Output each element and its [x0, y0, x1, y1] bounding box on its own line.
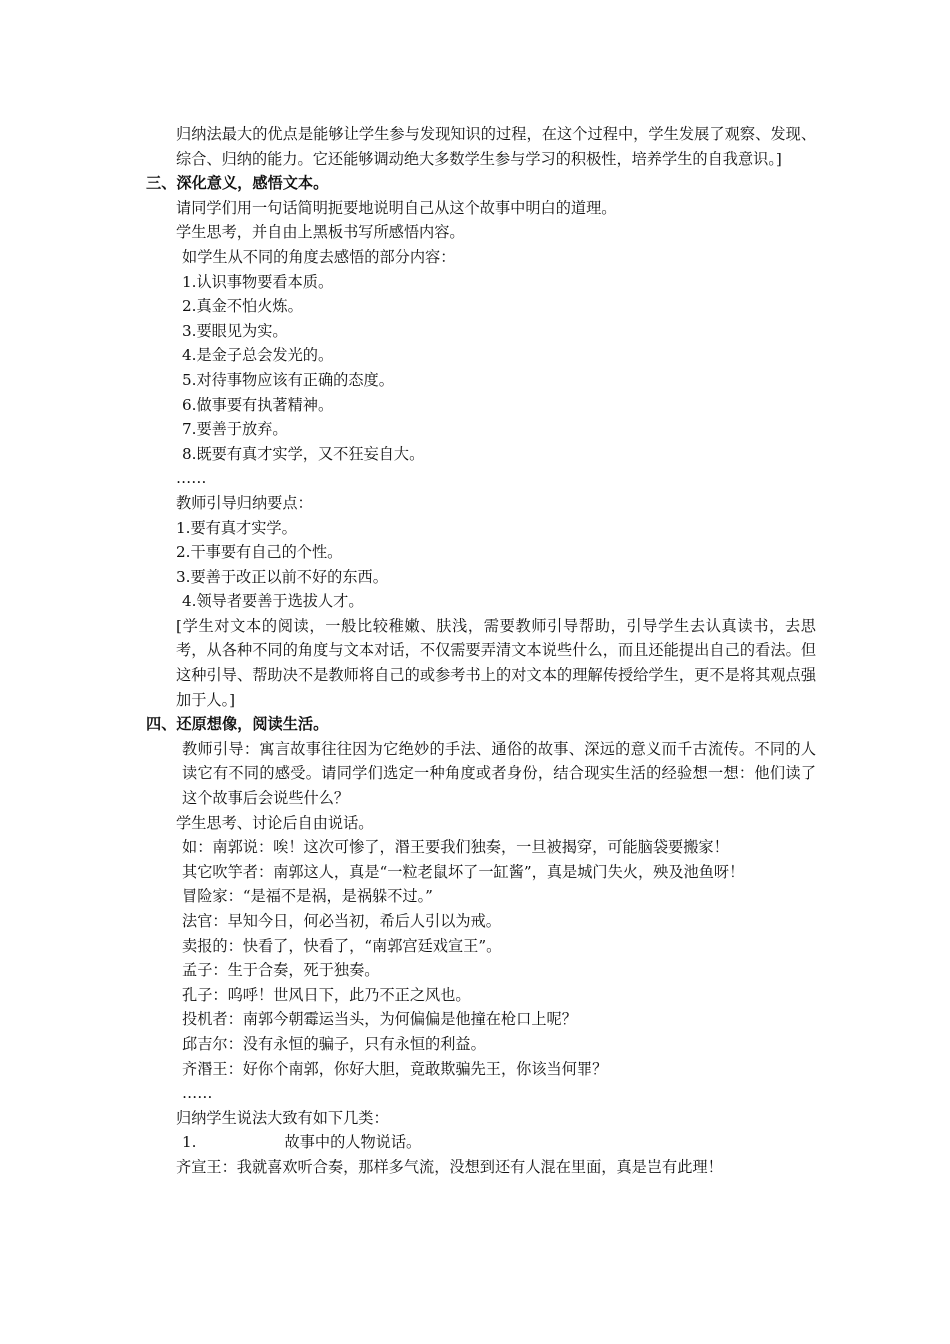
section-3-examples-list	[146, 270, 816, 467]
section-3-examples-intro: 如学生从不同的角度去感悟的部分内容：	[182, 247, 456, 266]
list-item: 4.是金子总会发光的。	[182, 346, 334, 365]
list-item: 4.领导者要善于选拔人才。	[182, 592, 364, 611]
section-3-ellipsis: ……	[176, 469, 207, 488]
list-item: 2.真金不怕火炼。	[182, 297, 303, 316]
list-item: 6.做事要有执著精神。	[182, 395, 334, 414]
category-label: 故事中的人物说话。	[284, 1133, 422, 1152]
list-item: 1.认识事物要看本质。	[182, 272, 334, 291]
list-item: 其它吹竽者：南郭这人，真是“一粒老鼠坏了一缸酱”，真是城门失火，殃及池鱼呀！	[182, 862, 745, 881]
section-3-summary-intro: 教师引导归纳要点：	[176, 493, 313, 512]
list-item: 3.要善于改正以前不好的东西。	[176, 567, 388, 586]
section-4-heading: 四、还原想像，阅读生活。	[146, 715, 329, 734]
list-item: 邱吉尔：没有永恒的骗子，只有永恒的利益。	[182, 1034, 486, 1053]
document-page	[146, 122, 816, 1180]
paragraph-teacher-guide-fable: 教师引导：寓言故事往往因为它绝妙的手法、通俗的故事、深远的意义而千古流传。不同的人读它有不同的感受。请同学们选定一种角度或者身份，结合现实生活的经验想一想：他们读了这个故事后会说些什么？	[182, 739, 816, 808]
list-item: 7.要善于放弃。	[182, 420, 288, 439]
paragraph-reading-note: [学生对文本的阅读，一般比较稚嫩、肤浅，需要教师引导帮助，引导学生去认真读书，去思考，从各种不同的角度与文本对话，不仅需要弄清文本说些什么，而且还能提出自己的看法。但这种引导、帮助决不是教师将自己的或参考书上的对文本的理解传授给学生，更不是将其观点强加于人。]	[176, 616, 816, 709]
list-item: 5.对待事物应该有正确的态度。	[182, 370, 394, 389]
paragraph-induction-merit: 归纳法最大的优点是能够让学生参与发现知识的过程，在这个过程中，学生发展了观察、发现、综合、归纳的能力。它还能够调动绝大多数学生参与学习的积极性，培养学生的自我意识。]	[176, 125, 816, 168]
list-item: 2.干事要有自己的个性。	[176, 543, 343, 562]
list-item: 如：南郭说：唉！这次可惨了，湣王要我们独奏，一旦被揭穿，可能脑袋要搬家！	[182, 838, 729, 857]
list-item: 法官：早知今日，何必当初，希后人引以为戒。	[182, 912, 501, 930]
section-3-heading: 三、深化意义，感悟文本。	[146, 174, 329, 193]
section-3-summary-list	[146, 516, 816, 614]
section-4-ellipsis: ……	[182, 1084, 213, 1103]
list-item: 卖报的：快看了，快看了，“南郭宫廷戏宣王”。	[182, 936, 502, 955]
list-item: 3.要眼见为实。	[182, 321, 288, 340]
section-4-last-quote: 齐宣王：我就喜欢听合奏，那样多气流，没想到还有人混在里面，真是岂有此理！	[176, 1157, 723, 1176]
list-item: 冒险家：“是福不是祸，是祸躲不过。”	[182, 887, 433, 906]
category-number: 1.	[182, 1133, 197, 1152]
section-4-student-action: 学生思考、讨论后自由说话。	[176, 813, 374, 832]
list-item: 孟子：生于合奏，死于独奏。	[182, 961, 380, 980]
list-item: 投机者：南郭今朝霉运当头，为何偏偏是他撞在枪口上呢？	[182, 1010, 577, 1029]
list-item: 孔子：呜呼！世风日下，此乃不正之风也。	[182, 985, 471, 1004]
section-3-prompt: 请同学们用一句话简明扼要地说明自己从这个故事中明白的道理。	[176, 198, 617, 217]
section-3-student-action: 学生思考，并自由上黑板书写所感悟内容。	[176, 223, 465, 242]
list-item: 8.既要有真才实学，又不狂妄自大。	[182, 444, 425, 463]
list-item: 1.要有真才实学。	[176, 518, 297, 537]
list-item: 齐湣王：好你个南郭，你好大胆，竟敢欺骗先王，你该当何罪？	[182, 1059, 608, 1078]
section-4-quotes-list	[146, 835, 816, 1081]
section-4-categories-intro: 归纳学生说法大致有如下几类：	[176, 1108, 389, 1127]
section-4-category-1	[146, 1130, 816, 1155]
